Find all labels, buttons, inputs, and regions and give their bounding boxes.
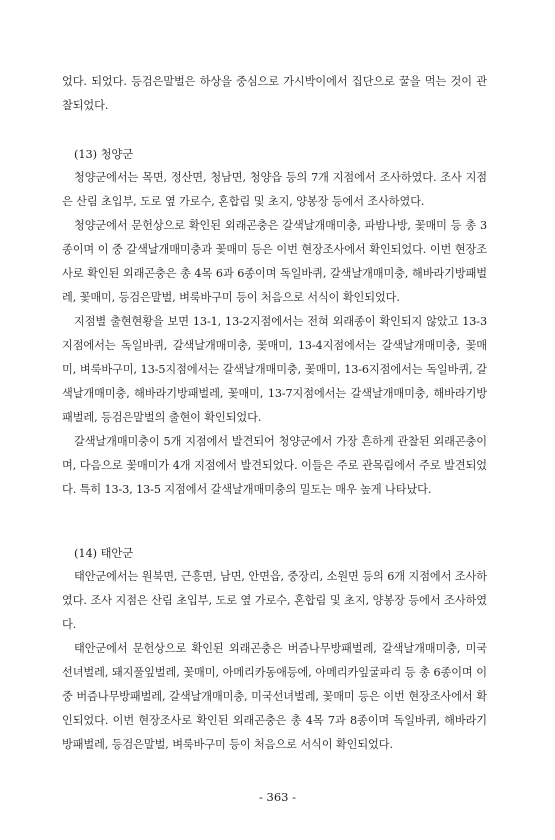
intro-paragraph: 었다. 되었다. 등검은말벌은 하상을 중심으로 가시박이에서 집단으로 꿀을 먹는 것이 관찰되었다.	[62, 75, 487, 112]
intro-block	[62, 70, 487, 118]
section-13-paragraph-1: 청양군에서는 목면, 정산면, 청남면, 청양읍 등의 7개 지점에서 조사하였다. 조사 지점은 산림 초입부, 도로 옆 가로수, 혼합림 및 초지, 양봉장 등에서 조사하였다.	[62, 171, 487, 208]
section-13-paragraph-4: 갈색날개매미충이 5개 지점에서 발견되어 청양군에서 가장 흔하게 관찰된 외래곤충이며, 다음으로 꽃매미가 4개 지점에서 발견되었다. 이들은 주로 관목림에서 주로 발견되었다. 특히 13-3, 13-5 지점에서 갈색날개매미충의 밀도는 매우 높게 나타났다.	[62, 435, 487, 496]
section-13-heading: (13) 청양군	[74, 147, 134, 161]
section-14-heading: (14) 태안군	[74, 546, 134, 560]
section-13-paragraph-2: 청양군에서 문헌상으로 확인된 외래곤충은 갈색날개매미충, 파밤나방, 꽃매미 등 총 3종이며 이 중 갈색날개매미충과 꽃매미 등은 이번 현장조사에서 확인되었다. 이번 현장조사로 확인된 외래곤충은 총 4목 6과 6종이며 독일바퀴, 갈색날개매미충, 해바라기방패벌레, 꽃매미, 등검은말벌, 벼룩바구미 등이 처음으로 서식이 확인되었다.	[62, 219, 487, 304]
section-13-paragraph-3: 지점별 출현현황을 보면 13-1, 13-2지점에서는 전혀 외래종이 확인되지 않았고 13-3지점에서는 독일바퀴, 갈색날개매미충, 꽃매미, 13-4지점에서는 갈색날개매미충, 꽃매미, 벼룩바구미, 13-5지점에서는 갈색날개매미충, 꽃매미, 13-6지점에서는 독일바퀴, 갈색날개매미충, 해바라기방패벌레, 꽃매미, 13-7지점에서는 갈색날개매미충, 해바라기방패벌레, 등검은말벌의 출현이 확인되었다.	[62, 315, 487, 424]
section-13	[62, 142, 487, 502]
section-14-paragraph-2: 태안군에서 문헌상으로 확인된 외래곤충은 버즘나무방패벌레, 갈색날개매미충, 미국선녀벌레, 돼지풀잎벌레, 꽃매미, 아메리카동애등에, 아메리카잎굴파리 등 총 6종이며 이 중 버즘나무방패벌레, 갈색날개매미충, 미국선녀벌레, 꽃매미 등은 이번 현장조사에서 확인되었다. 이번 현장조사로 확인된 외래곤충은 총 4목 7과 8종이며 독일바퀴, 해바라기방패벌레, 등검은말벌, 벼룩바구미 등이 처음으로 서식이 확인되었다.	[62, 642, 487, 751]
section-14	[62, 541, 487, 757]
page-number: - 363 -	[258, 790, 297, 804]
section-14-paragraph-1: 태안군에서는 원북면, 근흥면, 남면, 안면읍, 중장리, 소원면 등의 6개 지점에서 조사하였다. 조사 지점은 산림 초입부, 도로 옆 가로수, 혼합림 및 초지, 양봉장 등에서 조사하였다.	[62, 570, 487, 631]
